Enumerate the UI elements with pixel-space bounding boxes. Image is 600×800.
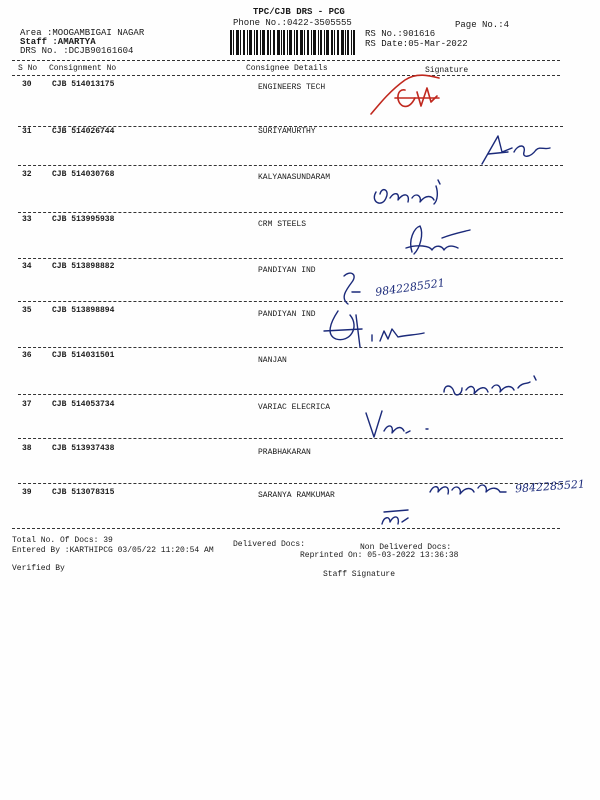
staff-label: Staff :AMARTYA — [20, 37, 96, 47]
row-consignment: CJB 513995938 — [52, 215, 115, 224]
delivered-docs: Delivered Docs: — [233, 540, 306, 549]
row-sno: 34 — [22, 262, 32, 271]
entered-by: Entered By :KARTHIPCG 03/05/22 11:20:54 AM — [12, 546, 214, 555]
col-consignee-details: Consignee Details — [246, 64, 328, 73]
row-consignee: SURIYAMURTHY — [258, 127, 316, 136]
row-sno: 37 — [22, 400, 32, 409]
row-consignee: ENGINEERS TECH — [258, 83, 326, 92]
row-consignee: VARIAC ELECRICA — [258, 403, 331, 412]
page-number: Page No.:4 — [455, 20, 510, 30]
signature-32 — [368, 172, 463, 210]
row-consignment: CJB 513937438 — [52, 444, 115, 453]
row-consignment: CJB 513898894 — [52, 306, 115, 315]
row-consignment: CJB 514026744 — [52, 127, 115, 136]
row-consignee: PRABHAKARAN — [258, 448, 311, 457]
header-divider-top — [12, 60, 560, 61]
row-divider — [18, 212, 563, 213]
row-divider — [18, 301, 563, 302]
row-consignment: CJB 514030768 — [52, 170, 115, 179]
col-sno: S No — [18, 64, 38, 73]
non-delivered-docs: Non Delivered Docs: — [360, 543, 452, 552]
row-divider — [18, 258, 563, 259]
staff-signature-label: Staff Signature — [323, 570, 396, 579]
row-consignee: PANDIYAN IND — [258, 266, 316, 275]
row-divider — [18, 347, 563, 348]
handwritten-phone-34: 9842285521 — [374, 276, 446, 299]
handwritten-phone-39: 9842285521 — [514, 477, 586, 496]
row-sno: 30 — [22, 80, 32, 89]
phone-number: Phone No.:0422-3505555 — [233, 18, 352, 28]
row-consignment: CJB 514031501 — [52, 351, 115, 360]
row-sno: 39 — [22, 488, 32, 497]
row-consignee: NANJAN — [258, 356, 287, 365]
row-sno: 32 — [22, 170, 32, 179]
report-title: TPC/CJB DRS - PCG — [253, 7, 345, 17]
row-consignment: CJB 514013175 — [52, 80, 115, 89]
signature-35 — [320, 305, 440, 353]
col-signature: Signature — [425, 66, 469, 75]
total-docs: Total No. Of Docs: 39 — [12, 536, 113, 545]
barcode-image — [230, 30, 355, 55]
row-consignee: PANDIYAN IND — [258, 310, 316, 319]
signature-36 — [440, 370, 540, 404]
row-sno: 33 — [22, 215, 32, 224]
row-sno: 38 — [22, 444, 32, 453]
rs-date: RS Date:05-Mar-2022 — [365, 39, 468, 49]
signature-31 — [478, 130, 553, 168]
verified-by: Verified By — [12, 564, 65, 573]
header-divider-bottom — [12, 75, 560, 76]
row-sno: 31 — [22, 127, 32, 136]
row-divider — [18, 438, 563, 439]
signature-30 — [365, 72, 445, 120]
area-label: Area :MOOGAMBIGAI NAGAR — [20, 28, 145, 38]
reprinted-on: Reprinted On: 05-03-2022 13:36:38 — [300, 551, 459, 560]
row-consignment: CJB 513078315 — [52, 488, 115, 497]
table-bottom-divider — [12, 528, 560, 529]
row-sno: 35 — [22, 306, 32, 315]
signature-38-39 — [428, 478, 518, 500]
signature-39 — [378, 508, 418, 530]
col-consignment: Consignment No — [49, 64, 117, 73]
signature-37 — [360, 405, 440, 443]
row-consignee: KALYANASUNDARAM — [258, 173, 331, 182]
signature-33 — [402, 222, 474, 260]
row-consignment: CJB 514053734 — [52, 400, 115, 409]
row-consignee: SARANYA RAMKUMAR — [258, 491, 335, 500]
rs-number: RS No.:901616 — [365, 29, 436, 39]
row-consignment: CJB 513898882 — [52, 262, 115, 271]
row-consignee: CRM STEELS — [258, 220, 307, 229]
drs-number: DRS No. :DCJB90161604 — [20, 46, 134, 56]
row-sno: 36 — [22, 351, 32, 360]
